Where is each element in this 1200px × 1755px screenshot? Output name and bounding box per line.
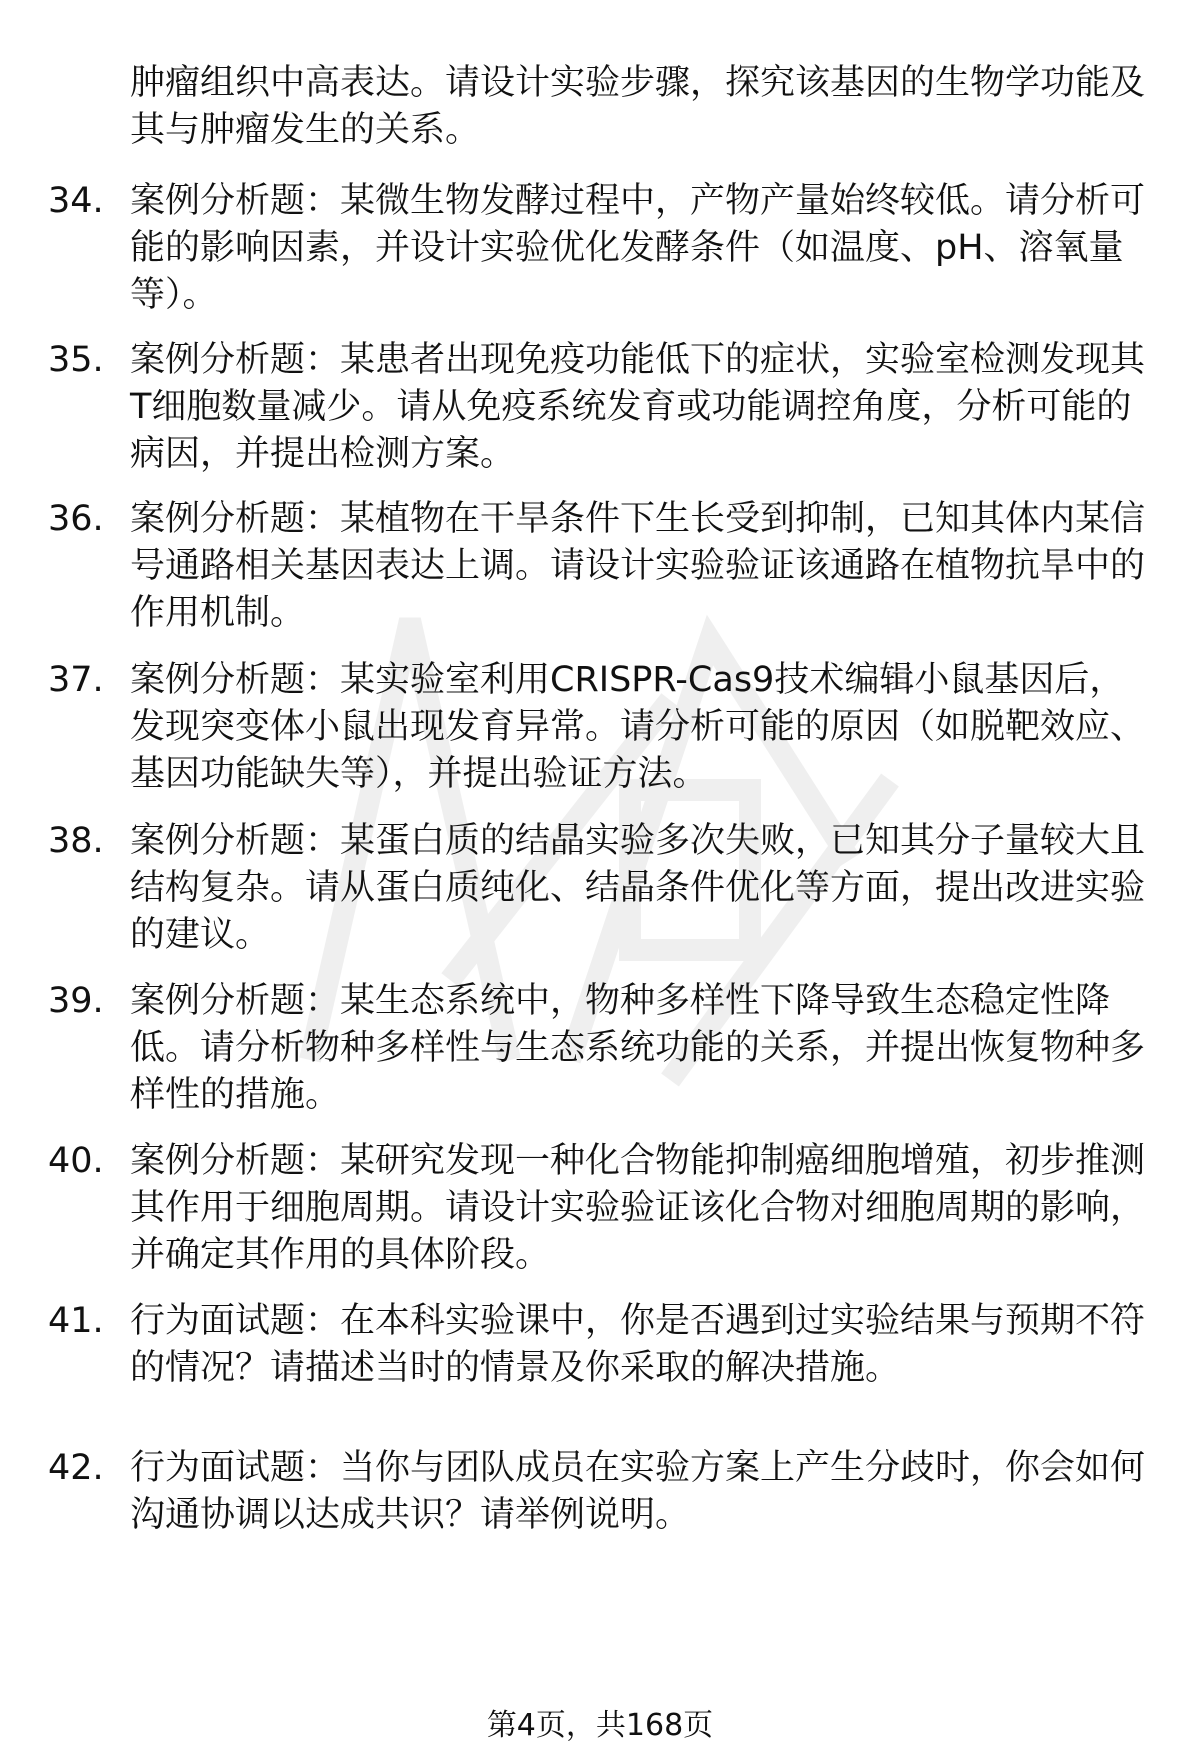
page-footer: 第4页，共168页 [486,1708,714,1743]
question-text: 案例分析题：某研究发现一种化合物能抑制癌细胞增殖，初步推测其作用于细胞周期。请设计实验验证该化合物对细胞周期的影响，并确定其作用的具体阶段。 [130,1141,1146,1275]
question-number: 39. [48,981,104,1021]
question-item [48,1138,1158,1279]
question-text: 案例分析题：某蛋白质的结晶实验多次失败，已知其分子量较大且结构复杂。请从蛋白质纯化、结晶条件优化等方面，提出改进实验的建议。 [130,821,1146,955]
question-item [48,978,1158,1119]
question-number: 37. [48,660,104,700]
question-text: 案例分析题：某生态系统中，物种多样性下降导致生态稳定性降低。请分析物种多样性与生态系统功能的关系，并提出恢复物种多样性的措施。 [130,981,1146,1115]
question-text: 行为面试题：当你与团队成员在实验方案上产生分歧时，你会如何沟通协调以达成共识？请举例说明。 [130,1448,1146,1535]
question-text: 案例分析题：某实验室利用CRISPR-Cas9技术编辑小鼠基因后，发现突变体小鼠出现发育异常。请分析可能的原因（如脱靶效应、基因功能缺失等），并提出验证方法。 [130,660,1146,794]
question-text: 案例分析题：某微生物发酵过程中，产物产量始终较低。请分析可能的影响因素，并设计实验优化发酵条件（如温度、pH、溶氧量等）。 [130,181,1146,315]
question-item [48,1445,1158,1539]
question-item [48,178,1158,319]
continued-question-text: 肿瘤组织中高表达。请设计实验步骤，探究该基因的生物学功能及其与肿瘤发生的关系。 [130,63,1146,150]
question-text: 行为面试题：在本科实验课中，你是否遇到过实验结果与预期不符的情况？请描述当时的情景及你采取的解决措施。 [130,1301,1146,1388]
question-text: 案例分析题：某患者出现免疫功能低下的症状，实验室检测发现其T细胞数量减少。请从免疫系统发育或功能调控角度，分析可能的病因，并提出检测方案。 [130,340,1146,474]
question-number: 41. [48,1301,104,1341]
question-number: 34. [48,181,104,221]
question-text: 案例分析题：某植物在干旱条件下生长受到抑制，已知其体内某信号通路相关基因表达上调。请设计实验验证该通路在植物抗旱中的作用机制。 [130,499,1146,633]
question-number: 40. [48,1141,104,1181]
question-number: 36. [48,499,104,539]
question-item [48,818,1158,959]
question-item [48,337,1158,478]
question-number: 35. [48,340,104,380]
question-item [48,496,1158,637]
question-item [48,657,1158,798]
question-number: 42. [48,1448,104,1488]
question-number: 38. [48,821,104,861]
question-item [48,1298,1158,1392]
